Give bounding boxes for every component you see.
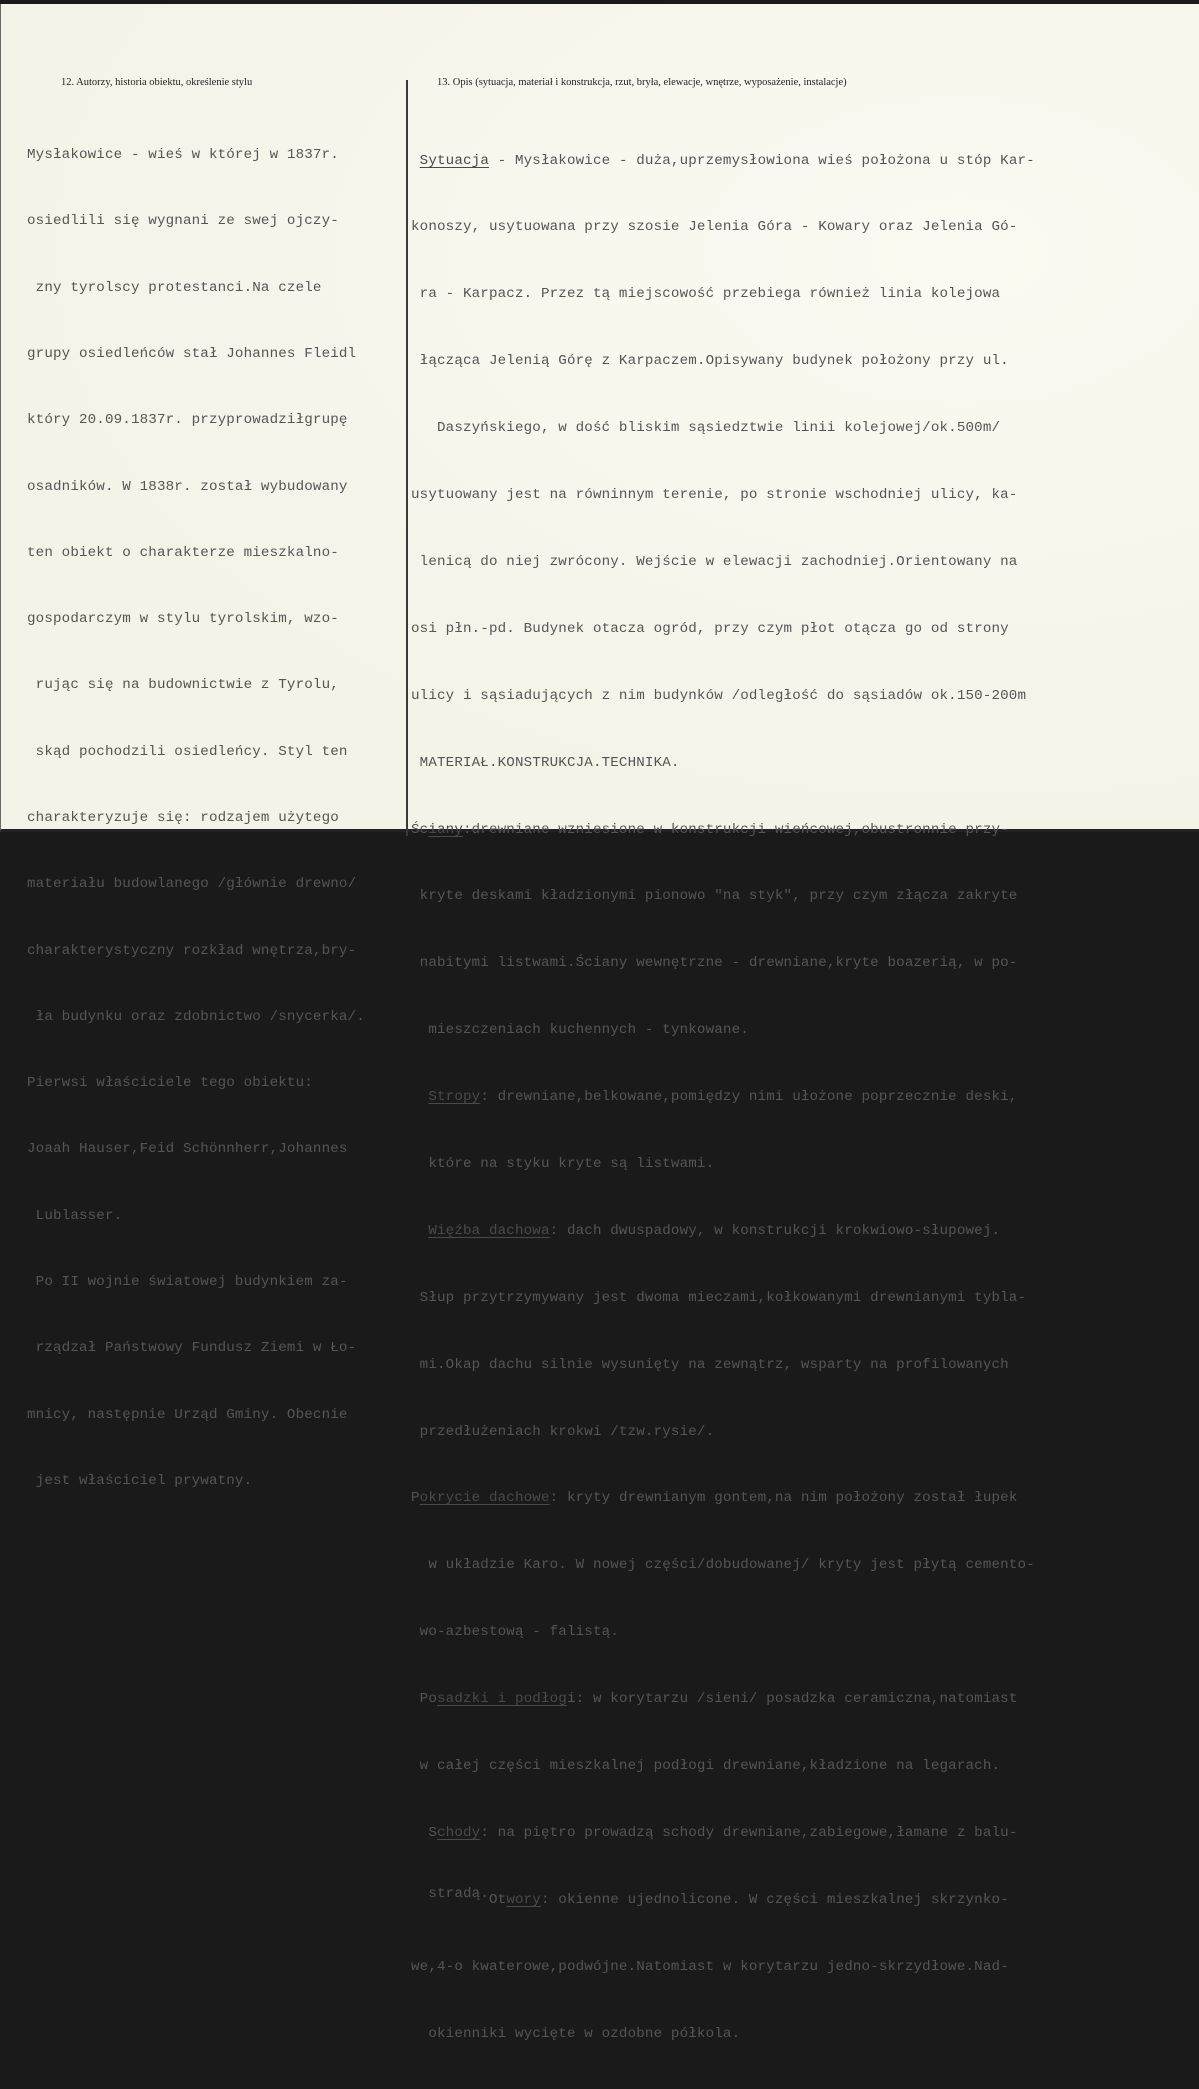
label-wiezba: Więźba dachowa	[428, 1222, 550, 1239]
text-line: kryte deskami kładzionymi pionowo "na styk", przy czym złącza zakryte	[411, 888, 1018, 905]
text-line: skąd pochodzili osiedleńcy. Styl ten	[27, 743, 348, 760]
section-13-heading: 13. Opis (sytuacja, materiał i konstrukcja, rzut, bryła, elewacje, wnętrze, wyposażenie, instalacje)	[437, 77, 847, 88]
text-line: w układzie Karo. W nowej części/dobudowanej/ kryty jest płytą cemento-	[411, 1557, 1035, 1574]
text-line: Ściany:drewniane wzniesione w konstrukcji wieńcowej,obustronnie przy-	[411, 821, 1009, 838]
label-sciany: iany	[428, 821, 463, 838]
column-divider	[406, 80, 408, 836]
label-otwory: wory	[506, 1891, 541, 1908]
label-sytuacja: Sytuacja	[419, 152, 489, 169]
text-line: okienniki wycięte w ozdobne półkola.	[411, 2025, 741, 2042]
text-line: rując się na budownictwie z Tyrolu,	[27, 677, 339, 694]
text-line: Słup przytrzymywany jest dwoma mieczami,kołkowanymi drewnianymi tybla-	[411, 1289, 1027, 1306]
text-line: osi płn.-pd. Budynek otacza ogród, przy czym płot otącza go od strony	[411, 620, 1009, 637]
text-line: charakteryzuje się: rodzajem użytego	[27, 810, 339, 826]
text-line: ten obiekt o charakterze mieszkalno-	[27, 544, 339, 561]
text-line: Więźba dachowa: dach dwuspadowy, w konstrukcji krokwiowo-słupowej.	[428, 1222, 1001, 1239]
text-line: mnicy, następnie Urząd Gminy. Obecnie	[27, 1406, 348, 1423]
text-line: gospodarczym w stylu tyrolskim, wzo-	[27, 611, 339, 628]
text-line: Lublasser.	[27, 1207, 123, 1224]
text-line: ra - Karpacz. Przez tą miejscowość przebiega również linia kolejowa	[411, 286, 1001, 303]
text-line: wo-azbestową - falistą.	[411, 1624, 619, 1641]
text-line: osadników. W 1838r. został wybudowany	[27, 478, 348, 495]
material-heading: MATERIAŁ.KONSTRUKCJA.TECHNIKA.	[411, 754, 680, 771]
text-line: stradą.Otwory: okienne ujednolicone. W części mieszkalnej skrzynko-	[411, 1885, 1009, 1908]
section-12-heading: 12. Autorzy, historia obiektu, określenie stylu	[61, 77, 253, 88]
text-line: usytuowany jest na równinnym terenie, po stronie wschodniej ulicy, ka-	[411, 487, 1018, 504]
text-line: nabitymi listwami.Ściany wewnętrzne - drewniane,kryte boazerią, w po-	[411, 955, 1018, 972]
text-line: charakterystyczny rozkład wnętrza,bry-	[27, 942, 357, 959]
label-posadzki: sadzki i podłog	[437, 1691, 567, 1708]
text-line: we,4-o kwaterowe,podwójne.Natomiast w korytarzu jedno-skrzydłowe.Nad-	[411, 1958, 1009, 1975]
text-line: Posadzki i podłogi: w korytarzu /sieni/ posadzka ceramiczna,natomiast	[411, 1691, 1018, 1708]
text-line: Joaah Hauser,Feid Schönnherr,Johannes	[27, 1141, 348, 1158]
text-line: lenicą do niej zwrócony. Wejście w elewacji zachodniej.Orientowany na	[411, 553, 1018, 570]
label-pokrycie: okrycie dachowe	[419, 1490, 550, 1507]
text-line: zny tyrolscy protestanci.Na czele	[27, 279, 322, 296]
text-line: jest właściciel prywatny.	[27, 1472, 253, 1489]
text-line: w całej części mieszkalnej podłogi drewniane,kładzione na legarach.	[411, 1757, 1001, 1774]
text-line: Po II wojnie światowej budynkiem za-	[27, 1273, 348, 1290]
label-schody: chody	[437, 1824, 481, 1841]
text-line: grupy osiedleńców stał Johannes Fleidl	[27, 346, 357, 363]
document-sheet	[0, 4, 1199, 2042]
text-line: Stropy: drewniane,belkowane,pomiędzy nimi ułożone poprzecznie deski,	[428, 1089, 1018, 1106]
text-line: Sytuacja - Mysłakowice - duża,uprzemysłowiona wieś położona u stóp Kar-	[419, 152, 1035, 169]
text-line: Pokrycie dachowe: kryty drewnianym gontem,na nim położony został łupek	[411, 1490, 1018, 1507]
text-line: osiedlili się wygnani ze swej ojczy-	[27, 213, 339, 230]
description-text-block	[411, 105, 1035, 2089]
text-line: rządzał Państwowy Fundusz Ziemi w Ło-	[27, 1340, 357, 1357]
text-line: materiału budowlanego /głównie drewno/	[27, 876, 357, 893]
text-line: Daszyńskiego, w dość bliskim sąsiedztwie linii kolejowej/ok.500m/	[411, 420, 1001, 437]
text-line: Mysłakowice - wieś w której w 1837r.	[27, 147, 339, 164]
text-line: konoszy, usytuowana przy szosie Jelenia Góra - Kowary oraz Jelenia Gó-	[411, 219, 1018, 236]
text-line: który 20.09.1837r. przyprowadziłgrupę	[27, 412, 348, 429]
text-line: mi.Okap dachu silnie wysunięty na zewnątrz, wsparty na profilowanych	[411, 1356, 1009, 1373]
text-line: Pierwsi właściciele tego obiektu:	[27, 1075, 313, 1092]
text-line: które na styku kryte są listwami.	[411, 1155, 715, 1172]
text-line: ła budynku oraz zdobnictwo /snycerka/.	[27, 1008, 365, 1025]
text-line: przedłużeniach krokwi /tzw.rysie/.	[411, 1423, 715, 1440]
text-line: mieszczeniach kuchennych - tynkowane.	[411, 1022, 749, 1039]
text-line: łącząca Jelenią Górę z Karpaczem.Opisywany budynek położony przy ul.	[411, 353, 1009, 370]
history-text-block	[27, 100, 365, 1536]
text-line: Schody: na piętro prowadzą schody drewniane,zabiegowe,łamane z balu-	[411, 1824, 1018, 1841]
text-line: ulicy i sąsiadujących z nim budynków /odległość do sąsiadów ok.150-200m	[411, 687, 1027, 704]
label-stropy: Stropy	[428, 1089, 481, 1106]
